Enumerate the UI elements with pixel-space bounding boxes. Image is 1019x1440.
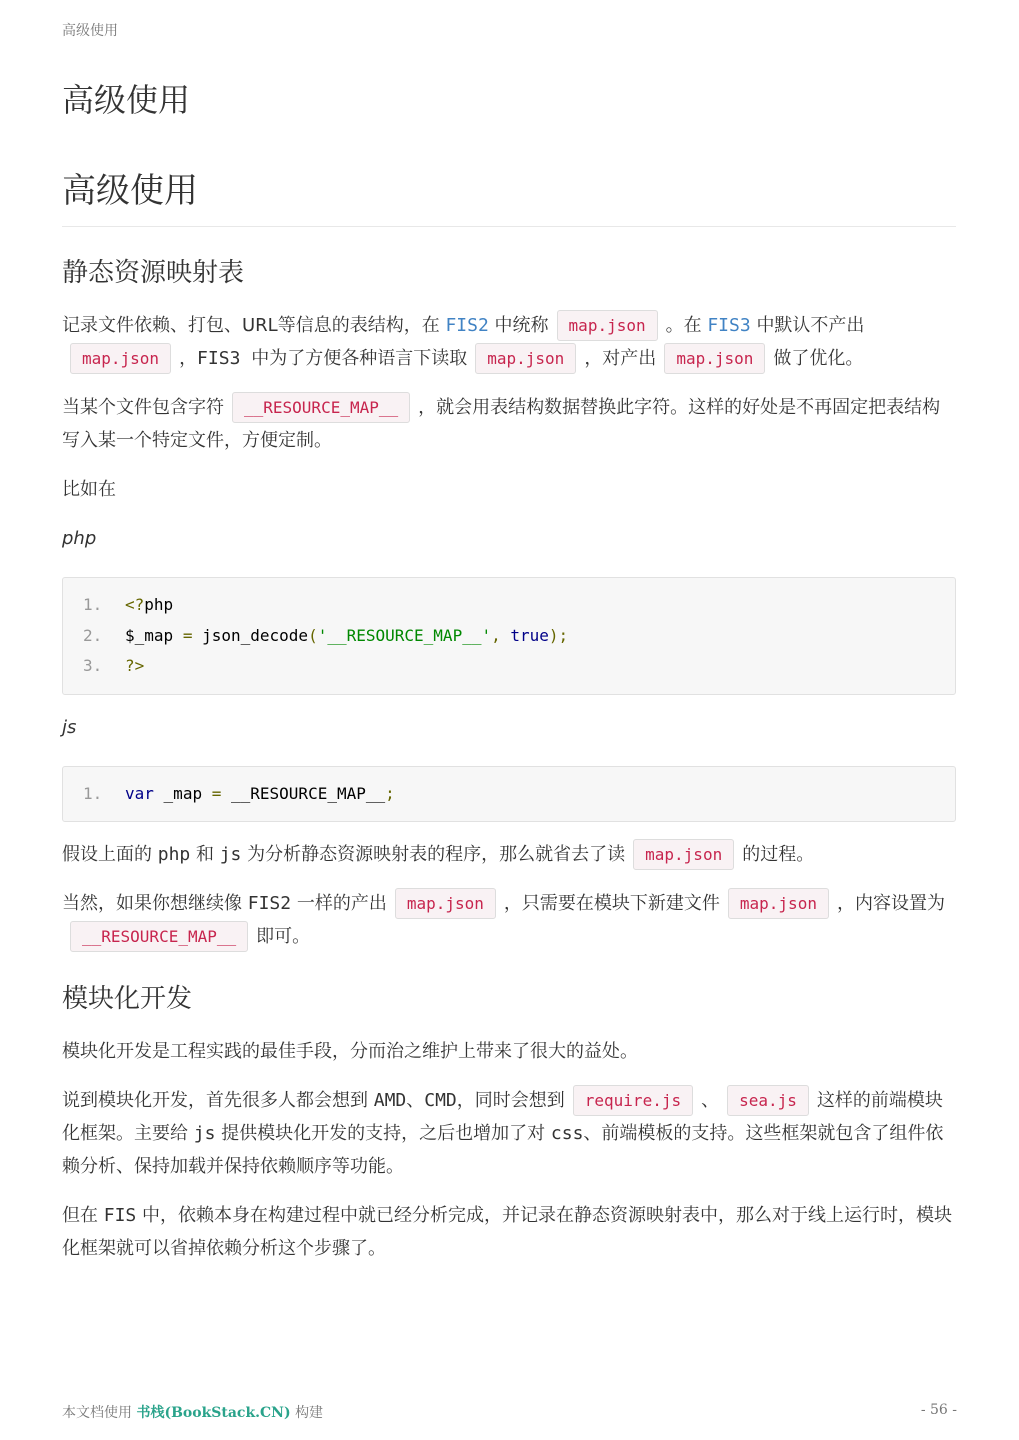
- code-token: ,: [491, 625, 501, 645]
- text: ，只需要在模块下新建文件: [503, 893, 720, 914]
- text: ，同时会想到: [456, 1090, 565, 1111]
- code-token: );: [548, 625, 569, 645]
- line-number: 1.: [83, 783, 103, 803]
- section-heading-resource-map: 静态资源映射表: [62, 258, 245, 288]
- code-token: ?>: [125, 656, 145, 675]
- text: js: [193, 1123, 216, 1144]
- page-title: 高级使用: [62, 81, 191, 119]
- text: CMD: [424, 1090, 457, 1111]
- paragraph-modular-intro: 模块化开发是工程实践的最佳手段，分而治之维护上带来了很大的益处。: [62, 1041, 638, 1062]
- inline-code: map.json: [395, 888, 496, 919]
- text: 记录文件依赖、打包、URL等信息的表结构，在: [62, 315, 440, 336]
- text: 、: [406, 1090, 425, 1111]
- text: 说到模块化开发，首先很多人都会想到: [62, 1090, 368, 1111]
- code-token: ;: [385, 783, 395, 803]
- paragraph-fis2-compat: [62, 887, 956, 953]
- text: 当然，如果你想继续像: [62, 893, 242, 914]
- text: css: [550, 1123, 584, 1144]
- php-code-block: [62, 577, 956, 695]
- paragraph-fis-deps: [62, 1199, 956, 1265]
- code-token: json_decode: [202, 625, 309, 645]
- text: 做了优化。: [773, 348, 864, 369]
- paragraph-example: 比如在: [62, 479, 116, 500]
- text: ，就会用表结构数据替换此字符。这样的好处是不再固定把表结构写入某一个特定文件，方便定制。: [62, 397, 941, 451]
- page-number: - 56 -: [920, 1402, 957, 1418]
- inline-code: __RESOURCE_MAP__: [232, 392, 410, 423]
- text: 的过程。: [742, 844, 815, 865]
- php-label: php: [62, 528, 97, 549]
- text: 但在: [62, 1205, 98, 1226]
- code-token: true: [510, 625, 549, 645]
- header-breadcrumb: 高级使用: [62, 23, 118, 39]
- js-label: js: [62, 716, 77, 738]
- code-token: _map: [163, 783, 203, 803]
- code-token: '__RESOURCE_MAP__': [317, 625, 492, 645]
- fis3-link[interactable]: FIS3: [707, 315, 751, 336]
- inline-code: map.json: [633, 839, 734, 870]
- text: 提供模块化开发的支持，之后也增加了对: [221, 1123, 546, 1144]
- document-content: [62, 70, 956, 1265]
- section-heading-modular: 模块化开发: [62, 984, 193, 1014]
- text: 这样的前端模块化框架。主要给: [62, 1090, 943, 1144]
- code-token: =: [211, 783, 222, 803]
- inline-code: map.json: [475, 343, 576, 374]
- text: ，FIS3 中为了方便各种语言下读取: [179, 348, 468, 369]
- text: FIS: [103, 1205, 137, 1226]
- text: ，内容设置为: [836, 893, 945, 914]
- inline-code: __RESOURCE_MAP__: [70, 921, 248, 952]
- line-number: 3.: [83, 656, 103, 675]
- inline-code: map.json: [728, 888, 829, 919]
- text: 、前端模板的支持。这些框架就包含了组件依赖分析、保持加载并保持依赖顺序等功能。: [62, 1123, 944, 1177]
- text: 为分析静态资源映射表的程序，那么就省去了读: [247, 844, 626, 865]
- line-number: 1.: [83, 595, 103, 614]
- text: AMD: [373, 1090, 407, 1111]
- inline-code: require.js: [573, 1085, 693, 1116]
- code-token: __RESOURCE_MAP__: [231, 783, 386, 803]
- paragraph-resource-map-placeholder: [62, 391, 956, 457]
- text: 假设上面的: [62, 844, 152, 865]
- js-code-block: [62, 766, 956, 823]
- text: 和: [195, 844, 214, 865]
- text: js: [219, 844, 242, 865]
- paragraph-modular-frameworks: [62, 1084, 956, 1183]
- text: 一样的产出: [296, 893, 387, 914]
- text: 中默认不产出: [756, 315, 865, 336]
- text: FIS2: [247, 893, 292, 914]
- text: php: [157, 844, 191, 865]
- code-token: <?: [125, 595, 145, 614]
- line-number: 2.: [83, 625, 103, 645]
- inline-code: map.json: [664, 343, 765, 374]
- footer-text: 构建: [295, 1405, 324, 1421]
- code-token: var: [125, 783, 154, 803]
- bookstack-link[interactable]: 书栈(BookStack.CN): [136, 1405, 291, 1421]
- text: 、: [701, 1090, 720, 1111]
- text: 中统称: [494, 315, 549, 336]
- fis2-link[interactable]: FIS2: [445, 315, 489, 336]
- text: 。在: [665, 315, 702, 336]
- code-token: $_map: [125, 625, 174, 645]
- inline-code: sea.js: [727, 1085, 809, 1116]
- text: 中，依赖本身在构建过程中就已经分析完成，并记录在静态资源映射表中，那么对于线上运行时，模块化框架就可以省掉依赖分析这个步骤了。: [62, 1205, 952, 1259]
- paragraph-php-js: [62, 838, 956, 871]
- paragraph-resource-map-intro: [62, 309, 956, 375]
- text: 当某个文件包含字符: [62, 397, 224, 418]
- code-token: =: [182, 625, 193, 645]
- text: ，对产出: [584, 348, 657, 369]
- code-token: (: [308, 625, 318, 645]
- main-heading: 高级使用: [62, 168, 956, 227]
- footer-text: 本文档使用: [62, 1405, 132, 1421]
- text: 即可。: [256, 926, 311, 947]
- code-token: php: [144, 595, 174, 614]
- footer-credit: [62, 1402, 323, 1422]
- inline-code: map.json: [557, 310, 658, 341]
- inline-code: map.json: [70, 343, 171, 374]
